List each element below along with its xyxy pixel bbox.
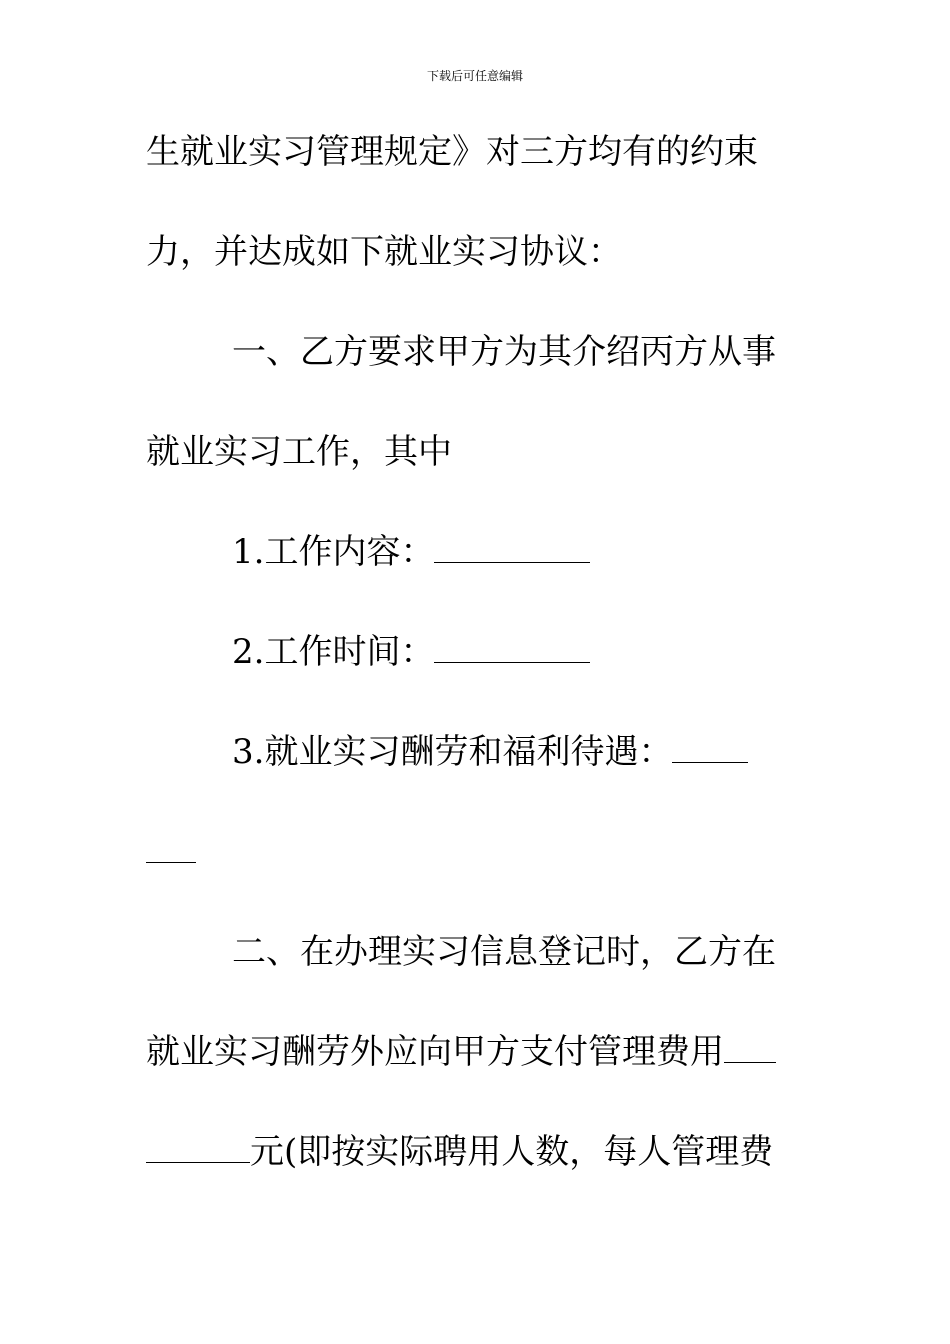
item-pay-benefits — [232, 732, 892, 772]
body-line-1: 生就业实习管理规定》对三方均有的约束 — [146, 132, 758, 172]
body-line-fee-2-text: 元(即按实际聘用人数，每人管理费 — [250, 1132, 774, 1172]
management-fee-blank — [724, 1034, 776, 1063]
work-content-blank — [434, 534, 590, 563]
body-line-fee — [146, 1032, 806, 1072]
body-line-fee-text: 就业实习酬劳外应向甲方支付管理费用 — [146, 1032, 724, 1072]
item-work-content-label: 1.工作内容： — [232, 532, 435, 572]
work-time-blank — [434, 634, 590, 663]
page-header: 下载后可任意编辑 — [426, 69, 523, 83]
management-fee-blank-2 — [146, 1134, 250, 1163]
pay-benefits-blank-continued — [146, 832, 806, 872]
item-work-time — [232, 632, 892, 672]
body-line-4: 就业实习工作，其中 — [146, 432, 452, 472]
body-line-2: 力，并达成如下就业实习协议： — [146, 232, 622, 272]
pay-benefits-blank-2 — [146, 834, 196, 863]
section-one-heading: 一、乙方要求甲方为其介绍丙方从事 — [232, 332, 776, 372]
item-work-time-label: 2.工作时间： — [232, 632, 435, 672]
section-two-heading: 二、在办理实习信息登记时，乙方在 — [232, 932, 776, 972]
item-pay-benefits-label: 3.就业实习酬劳和福利待遇： — [232, 732, 673, 772]
pay-benefits-blank — [672, 734, 748, 763]
body-line-fee-2 — [146, 1132, 806, 1172]
item-work-content — [232, 532, 892, 572]
